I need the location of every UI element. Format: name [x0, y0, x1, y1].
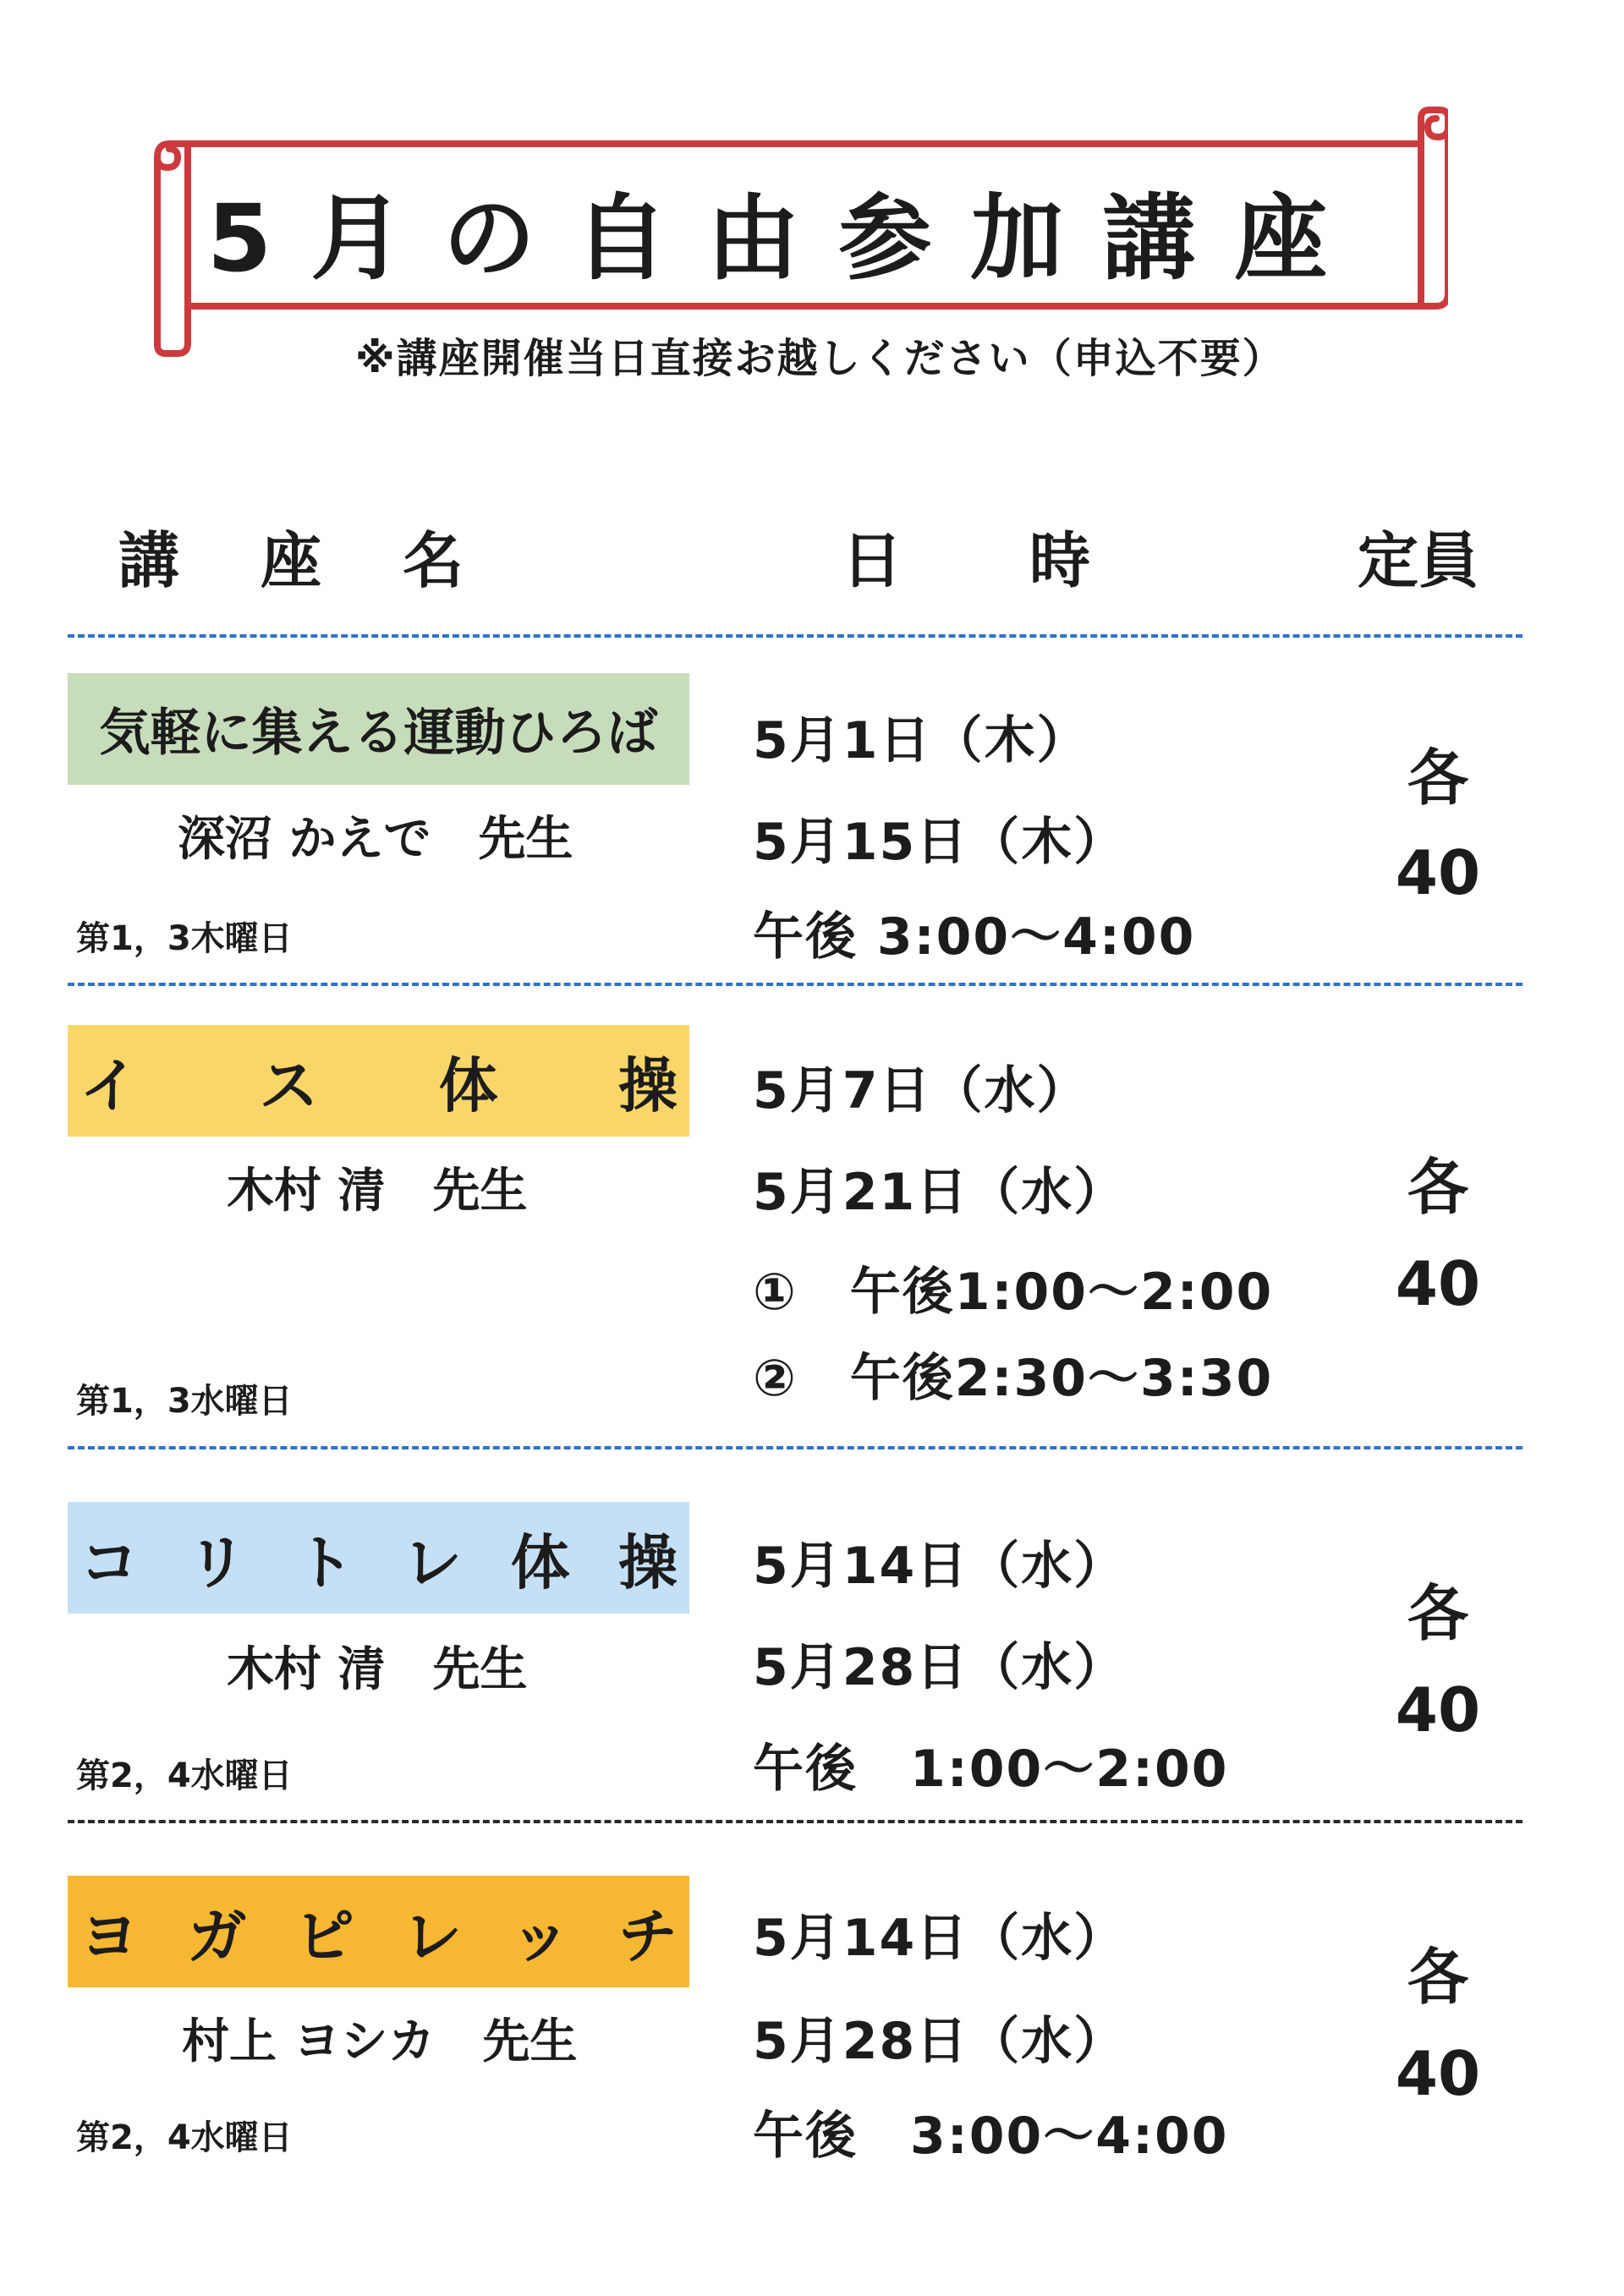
- capacity-label: 各: [1407, 743, 1468, 814]
- course-name-char: 操: [617, 1050, 678, 1121]
- divider: [68, 1446, 1522, 1449]
- weekday-info: 第1，3水曜日: [76, 1382, 293, 1421]
- divider: [68, 983, 1522, 986]
- title-char: の: [442, 184, 575, 293]
- course-name-char: イ: [80, 1050, 139, 1121]
- capacity-value: 40: [1395, 2038, 1481, 2109]
- course-name: [68, 673, 689, 785]
- capacity-label: 各: [1407, 1152, 1468, 1223]
- course-name: [68, 1876, 689, 1987]
- teacher: 深沼 かえで 先生: [178, 812, 573, 867]
- header-char: 講: [118, 525, 180, 596]
- course-name-char: レ: [403, 1901, 463, 1971]
- title-char: 由: [706, 184, 839, 293]
- teacher: 木村 清 先生: [227, 1164, 528, 1219]
- subtitle-note: ※講座開催当日直接お越しください（申込不要）: [355, 335, 1285, 382]
- time-line: 午後 3:00〜4:00: [753, 907, 1196, 967]
- title-char: 5月: [206, 184, 443, 293]
- date-line: 5月14日（水）: [753, 1909, 1127, 1968]
- course-name-text: 気軽に集える運動ひろば: [99, 704, 658, 763]
- date-line: 5月1日（木）: [753, 711, 1089, 770]
- divider: [68, 634, 1522, 638]
- course-name-char: 体: [510, 1527, 570, 1597]
- course-name-char: リ: [187, 1527, 247, 1597]
- teacher: 村上 ヨシカ 先生: [182, 2014, 578, 2069]
- capacity-label: 各: [1407, 1942, 1468, 2013]
- course-name-char: ス: [259, 1050, 319, 1121]
- capacity-value: 40: [1395, 1674, 1481, 1745]
- course-name: [68, 1025, 689, 1137]
- capacity-value: 40: [1395, 837, 1481, 908]
- teacher: 木村 清 先生: [227, 1642, 528, 1697]
- column-header-datetime: [842, 512, 1090, 600]
- time-line: ① 午後1:00〜2:00: [753, 1263, 1274, 1322]
- divider: [68, 1820, 1522, 1823]
- column-header-capacity: 定員: [1358, 525, 1480, 596]
- course-name-char: ガ: [187, 1901, 247, 1971]
- date-line: 5月21日（水）: [753, 1163, 1127, 1222]
- header-char: 日: [842, 525, 903, 596]
- weekday-info: 第2，4水曜日: [76, 1756, 293, 1795]
- title-char: 自: [574, 184, 707, 293]
- capacity-value: 40: [1395, 1248, 1481, 1319]
- date-line: 5月7日（水）: [753, 1061, 1089, 1121]
- time-line: 午後 3:00〜4:00: [753, 2107, 1229, 2166]
- course-name-char: 体: [438, 1050, 498, 1121]
- course-name-char: ト: [294, 1527, 354, 1597]
- course-name-char: ッ: [510, 1901, 570, 1971]
- course-name-char: ピ: [294, 1901, 354, 1971]
- page-title: [173, 134, 1400, 328]
- time-line: 午後 1:00〜2:00: [753, 1740, 1229, 1799]
- course-name-char: チ: [617, 1901, 678, 1971]
- date-line: 5月28日（水）: [753, 1638, 1127, 1697]
- weekday-info: 第2，4水曜日: [76, 2118, 293, 2157]
- date-line: 5月14日（水）: [753, 1537, 1127, 1596]
- weekday-info: 第1，3木曜日: [76, 919, 293, 958]
- course-name-char: ヨ: [80, 1901, 139, 1971]
- course-name-char: レ: [403, 1527, 463, 1597]
- capacity-label: 各: [1407, 1578, 1468, 1649]
- column-header-course-name: [118, 512, 464, 600]
- course-name: [68, 1502, 689, 1614]
- date-line: 5月28日（水）: [753, 2012, 1127, 2071]
- course-name-char: 操: [617, 1527, 678, 1597]
- title-char: 座: [1234, 184, 1367, 293]
- header-char: 時: [1029, 525, 1091, 596]
- course-name-char: コ: [80, 1527, 139, 1597]
- header-char: 名: [403, 525, 464, 596]
- date-line: 5月15日（木）: [753, 813, 1127, 872]
- header-char: 座: [261, 525, 322, 596]
- time-line: ② 午後2:30〜3:30: [753, 1349, 1274, 1408]
- title-char: 講: [1102, 184, 1235, 293]
- title-char: 加: [970, 184, 1103, 293]
- title-char: 参: [838, 184, 971, 293]
